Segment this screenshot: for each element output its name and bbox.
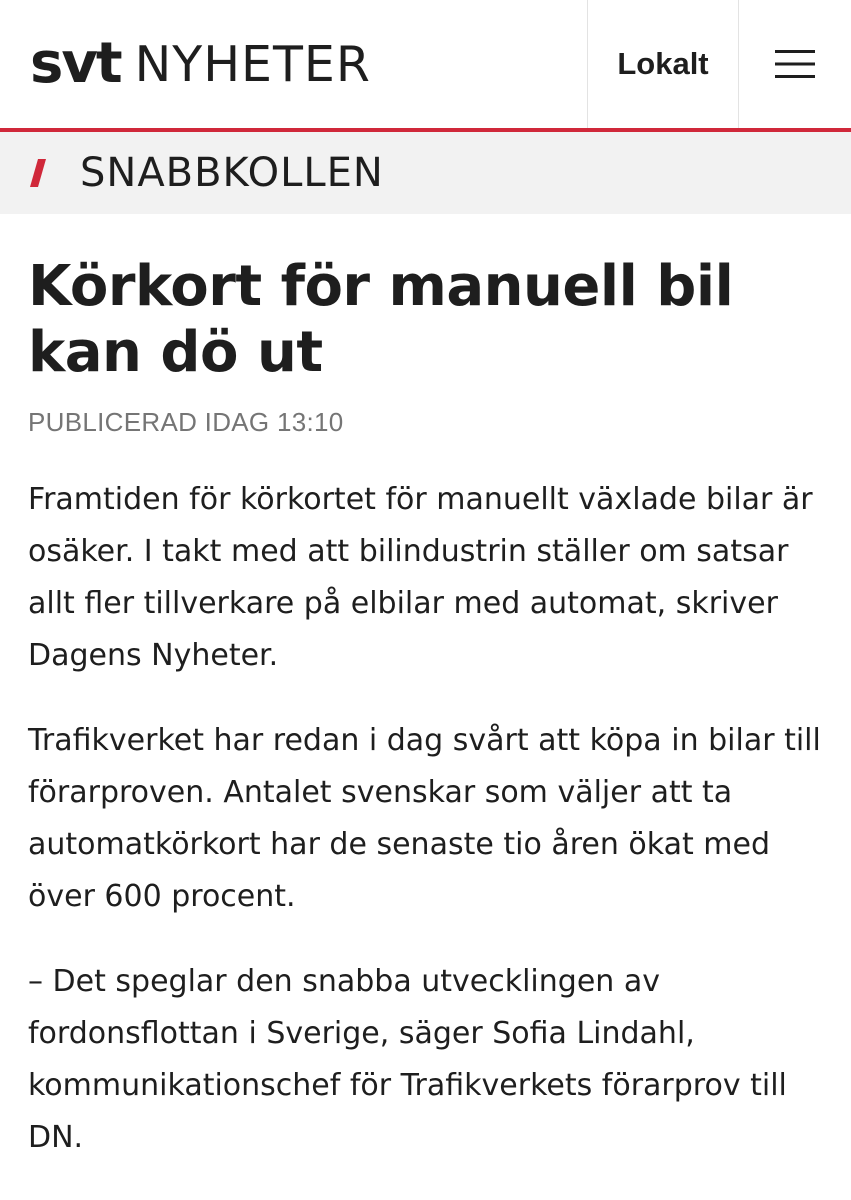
article [0,254,851,1164]
section-bar [0,132,851,214]
article-paragraph: – Det speglar den snabba utvecklingen av fordonsflottan i Sverige, säger Sofia Lindahl, kommunikationschef för Trafikverkets förarprov till DN. [28,964,787,1155]
menu-button[interactable] [739,0,851,128]
logo-svt-text: svt [30,31,121,96]
site-header [0,0,851,128]
section-title[interactable]: SNABBKOLLEN [80,150,384,196]
hamburger-menu-icon [775,50,815,78]
lokalt-button[interactable]: Lokalt [617,46,709,81]
article-paragraph: Framtiden för körkortet för manuellt växlade bilar är osäker. I takt med att bilindustrin ställer om satsar allt fler tillverkare på elbilar med automat, skriver Dagens Nyheter. [28,482,813,673]
published-timestamp: PUBLICERAD IDAG 13:10 [28,407,344,437]
article-paragraph: Trafikverket har redan i dag svårt att köpa in bilar till förarproven. Antalet svenskar som väljer att ta automatkörkort har de senaste tio åren ökat med över 600 procent. [28,723,821,914]
logo-nyheter-text: NYHETER [134,35,371,93]
svt-nyheter-logo[interactable] [30,24,371,104]
red-slash-icon [28,153,50,193]
article-headline: Körkort för manuell bil kan dö ut [28,254,734,385]
